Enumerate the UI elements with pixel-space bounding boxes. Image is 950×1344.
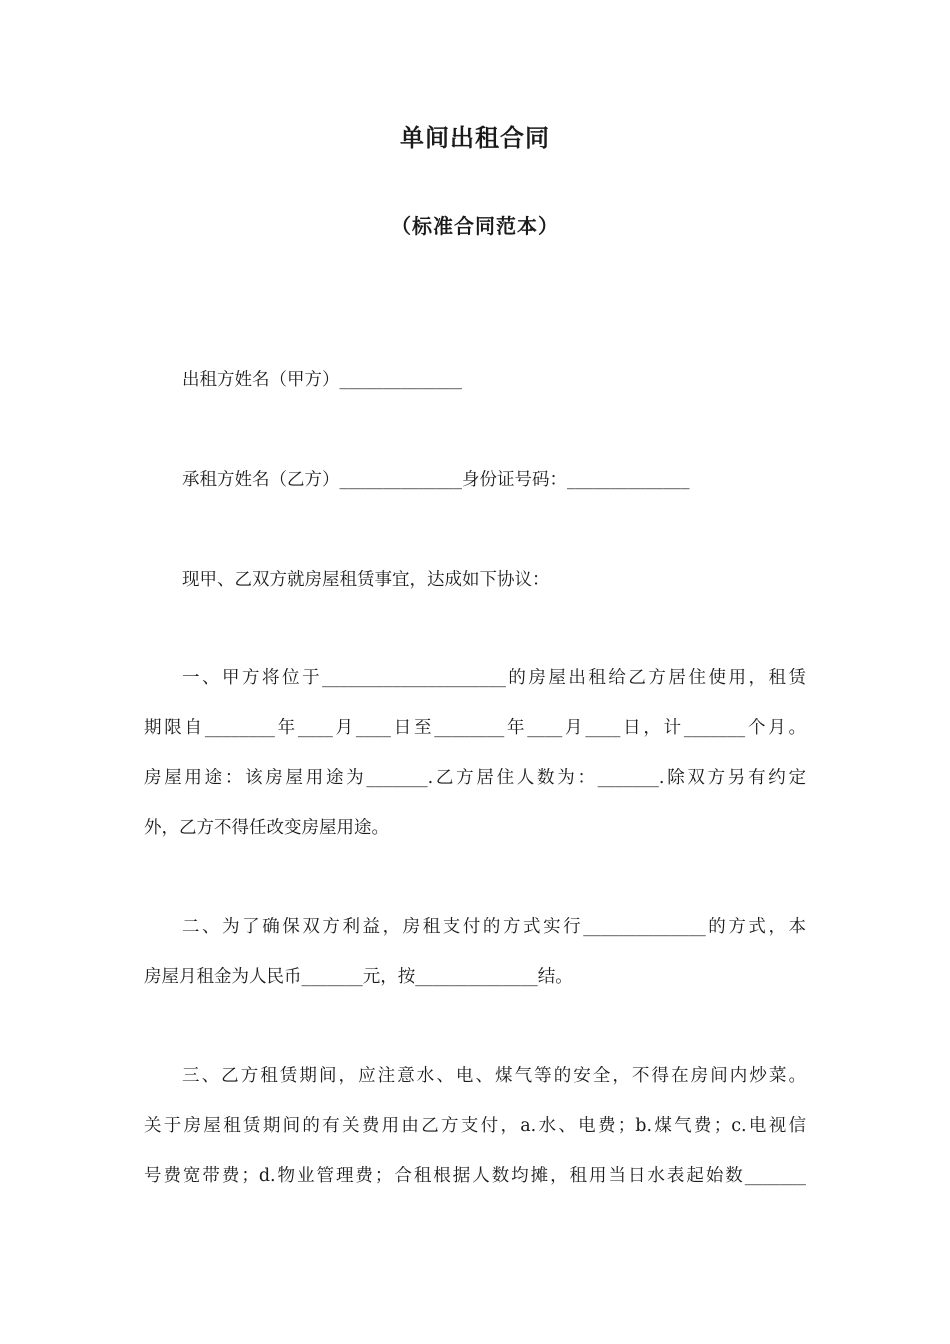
clause-2-line-2: 房屋月租金为人民币_______元，按______________结。 xyxy=(144,967,573,987)
clause-1-line-1: 一、甲方将位于_____________________的房屋出租给乙方居住使用，租赁 xyxy=(182,668,806,688)
clause-2-line-1: 二、为了确保双方利益，房租支付的方式实行______________的方式，本 xyxy=(182,917,806,937)
lessor-name-line: 出租方姓名（甲方）______________ xyxy=(182,370,462,390)
clause-1-line-2: 期限自________年____月____日至________年____月____日，计_______个月。 xyxy=(144,718,806,738)
document-subtitle: （标准合同范本） xyxy=(391,214,559,238)
agreement-intro-line: 现甲、乙双方就房屋租赁事宜，达成如下协议： xyxy=(182,570,550,590)
clause-1-line-4: 外，乙方不得任改变房屋用途。 xyxy=(144,818,389,838)
clause-3-line-3: 号费宽带费；d.物业管理费；合租根据人数均摊，租用当日水表起始数_______ xyxy=(144,1166,806,1186)
document-title: 单间出租合同 xyxy=(400,124,550,152)
lessee-name-line: 承租方姓名（乙方）______________身份证号码：______________ xyxy=(182,470,690,490)
clause-1-line-3: 房屋用途：该房屋用途为_______.乙方居住人数为：_______.除双方另有约定 xyxy=(144,768,806,788)
clause-3-line-2: 关于房屋租赁期间的有关费用由乙方支付，a.水、电费；b.煤气费；c.电视信 xyxy=(144,1116,806,1136)
clause-3-line-1: 三、乙方租赁期间，应注意水、电、煤气等的安全，不得在房间内炒菜。 xyxy=(182,1066,806,1086)
